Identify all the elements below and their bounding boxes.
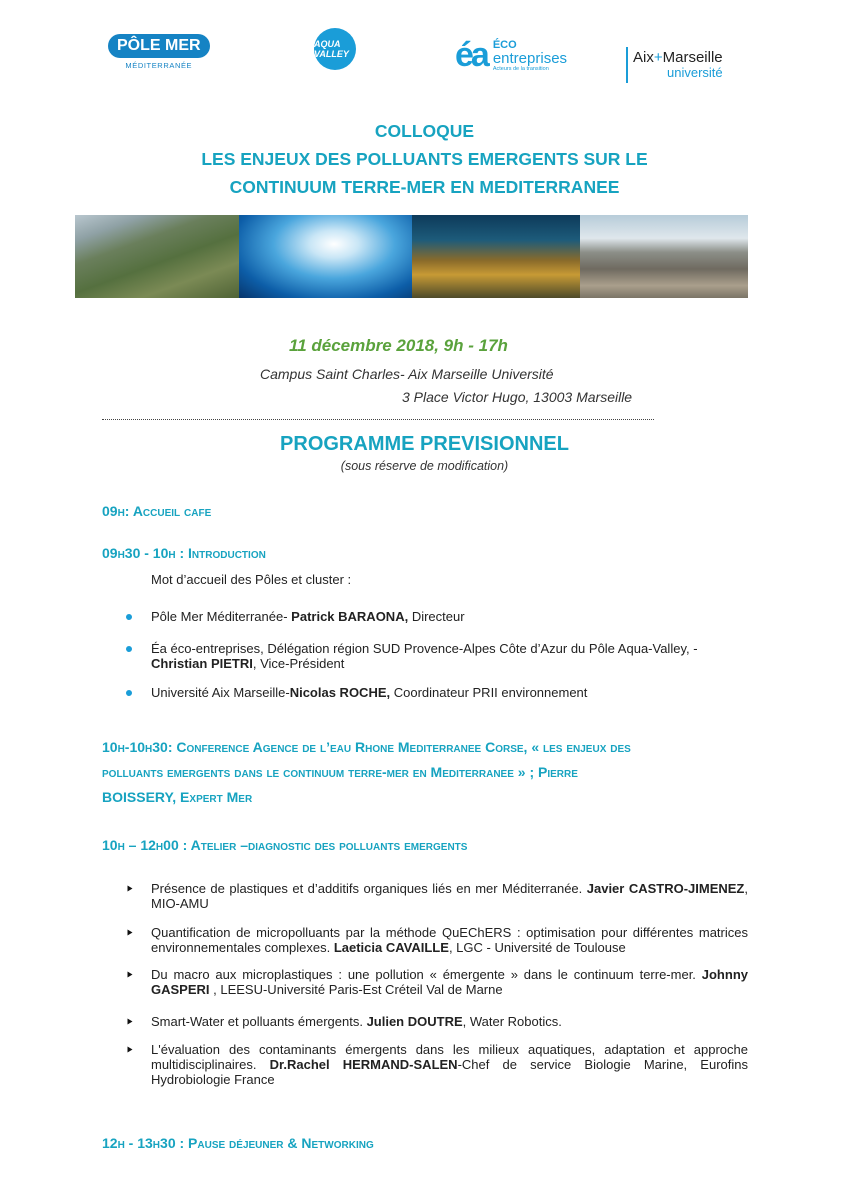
pole-mer-logo: [108, 34, 210, 84]
session-accueil: 09h: Accueil cafe: [102, 503, 212, 519]
ea-logo-eco: ÉCO: [492, 38, 517, 51]
atelier-item-5: L'évaluation des contaminants émergents dans les milieux aquatiques, adaptation et approche multidisciplinaires. Dr.Rachel HERMAND-SALEN-Chef de service Biologie Marine, Eurofins Hydrobiologie France: [151, 1042, 749, 1087]
event-place: Campus Saint Charles- Aix Marseille Université: [260, 366, 554, 382]
amu-logo-bar: [626, 47, 628, 83]
intro-item-1: Pôle Mer Méditerranée- Patrick BARAONA, Directeur: [151, 609, 465, 624]
atelier-item-4: Smart-Water et polluants émergents. Julien DOUTRE, Water Robotics.: [151, 1014, 562, 1029]
bullet-icon: [128, 930, 133, 936]
atelier-item-2: Quantification de micropolluants par la méthode QuEChERS : optimisation pour différentes matrices environnementales complexes. Laeticia CAVAILLE, LGC - Université de Toulouse: [151, 925, 748, 955]
bullet-icon: [126, 690, 132, 696]
photo-river-aerial: [75, 215, 239, 298]
ea-logo-mark: éa: [455, 36, 487, 74]
intro-item-2: Éa éco-entreprises, Délégation région SUD Provence-Alpes Côte d’Azur du Pôle Aqua-Valley, - Christian PIETRI, Vice-Président: [151, 641, 698, 671]
introduction-text: Mot d’accueil des Pôles et cluster :: [151, 572, 352, 587]
intro-item-3: Université Aix Marseille-Nicolas ROCHE, Coordinateur PRII environnement: [151, 685, 588, 700]
session-pause: 12h - 13h30 : Pause déjeuner & Networking: [102, 1135, 374, 1151]
amu-logo-top: Aix+Marseille: [633, 49, 723, 66]
session-introduction: 09h30 - 10h : Introduction: [102, 545, 266, 561]
amu-logo-bottom: université: [666, 65, 723, 80]
bullet-icon: [128, 1047, 133, 1053]
bullet-icon: [128, 972, 133, 978]
session-conference-line-3: BOISSERY, Expert Mer: [102, 789, 253, 805]
programme-heading: PROGRAMME PREVISIONNEL: [280, 433, 569, 455]
event-date: 11 décembre 2018, 9h - 17h: [289, 336, 508, 355]
bullet-icon: [126, 646, 132, 652]
event-address: 3 Place Victor Hugo, 13003 Marseille: [402, 389, 633, 405]
aqua-valley-logo-mark: AQUA VALLEY: [314, 28, 356, 70]
title-line-2: LES ENJEUX DES POLLUANTS EMERGENTS SUR LE: [201, 149, 648, 169]
aix-marseille-universite-logo: [626, 40, 723, 90]
bullet-icon: [128, 1019, 133, 1025]
bullet-icon: [128, 886, 133, 892]
aqua-valley-logo: [314, 28, 356, 78]
pole-mer-logo-sub: MÉDITERRANÉE: [125, 61, 193, 70]
photo-polluted-beach: [580, 215, 748, 298]
programme-note: (sous réserve de modification): [340, 459, 509, 473]
session-atelier: 10h – 12h00 : Atelier –diagnostic des polluants emergents: [102, 837, 468, 853]
pole-mer-logo-word: PÔLE MER: [108, 34, 210, 58]
session-conference-line-2: polluants emergents dans le continuum terre-mer en Mediterranee » ; Pierre: [102, 764, 578, 780]
photo-water-splash: [239, 215, 412, 298]
atelier-item-3: Du macro aux microplastiques : une pollution « émergente » dans le continuum terre-mer. Johnny GASPERI , LEESU-Université Paris-Est Créteil Val de Marne: [151, 967, 748, 997]
photo-underwater-reef: [412, 215, 580, 298]
atelier-item-1: Présence de plastiques et d’additifs organiques liés en mer Méditerranée. Javier CASTRO-JIMENEZ, MIO-AMU: [151, 881, 749, 911]
session-conference-line-1: 10h-10h30: Conference Agence de l’eau Rhone Mediterranee Corse, « les enjeux des: [102, 739, 631, 755]
bullet-icon: [126, 614, 132, 620]
ea-logo-entreprises: entreprises: [492, 49, 568, 67]
ea-eco-entreprises-logo: [455, 30, 567, 80]
dotted-separator: [102, 419, 654, 420]
ea-logo-tagline: Acteurs de la transition: [492, 65, 549, 72]
title-line-1: COLLOQUE: [374, 121, 475, 141]
title-line-3: CONTINUUM TERRE-MER EN MEDITERRANEE: [229, 177, 620, 197]
